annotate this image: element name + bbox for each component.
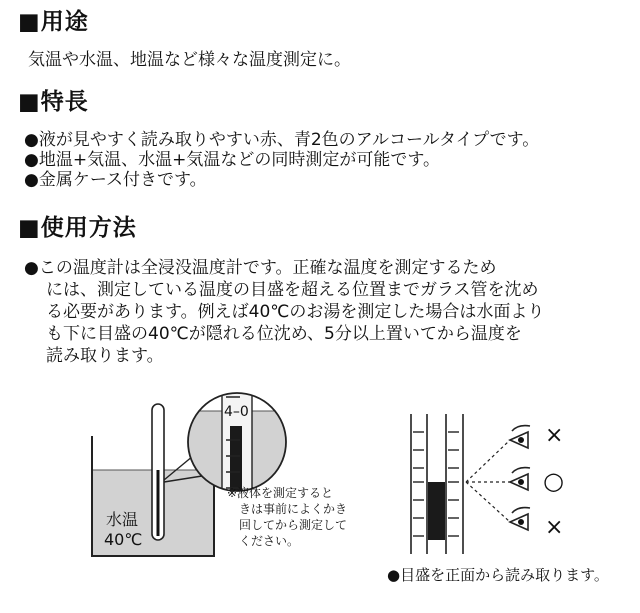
- purpose-text: 気温や水温、地温など様々な温度測定に。: [28, 50, 351, 70]
- water-temp-value: 40℃: [104, 530, 143, 549]
- note-line: ※液体を測定すると: [227, 486, 334, 500]
- thermometer: [152, 404, 164, 540]
- eye-icon: [510, 426, 530, 448]
- eye-icon: [510, 468, 530, 490]
- note-line: ください。: [239, 534, 300, 548]
- mark-wrong-top: ×: [545, 423, 564, 448]
- usage-line: も下に目盛の40℃が隠れる位沈め、5分以上置いてから温度を: [46, 324, 522, 344]
- usage-line: る必要があります。例えば40℃のお湯を測定した場合は水面より: [46, 302, 545, 322]
- sight-line-bottom: [466, 482, 510, 522]
- thermometer-liquid: [157, 470, 160, 536]
- reading-diagram: [411, 414, 530, 554]
- mark-correct: ○: [543, 467, 564, 495]
- feature-item: ●液が見やすく読み取りやすい赤、青2色のアルコールタイプです。: [24, 130, 540, 150]
- note-line: きは事前によくかき: [239, 502, 348, 516]
- features-heading: ■特長: [18, 89, 89, 115]
- note-line: 回してから測定して: [239, 518, 348, 532]
- usage-line: には、測定している温度の目盛を超える位置までガラス管を沈め: [46, 280, 539, 300]
- reading-caption: ●目盛を正面から読み取ります。: [387, 566, 609, 584]
- usage-heading: ■使用方法: [18, 215, 137, 241]
- usage-line: 読み取ります。: [46, 346, 164, 366]
- zoom-scale-label: 4–0: [224, 404, 249, 420]
- mark-wrong-bottom: ×: [545, 515, 564, 540]
- purpose-heading: ■用途: [18, 9, 89, 35]
- feature-item: ●地温+気温、水温+気温などの同時測定が可能です。: [24, 150, 440, 170]
- eye-icon: [510, 508, 530, 530]
- water-temp-label: 水温: [106, 510, 139, 529]
- usage-line: ●この温度計は全浸没温度計です。正確な温度を測定するため: [24, 258, 497, 278]
- reading-liquid: [428, 482, 445, 540]
- feature-item: ●金属ケース付きです。: [24, 170, 207, 190]
- sight-line-top: [466, 440, 510, 482]
